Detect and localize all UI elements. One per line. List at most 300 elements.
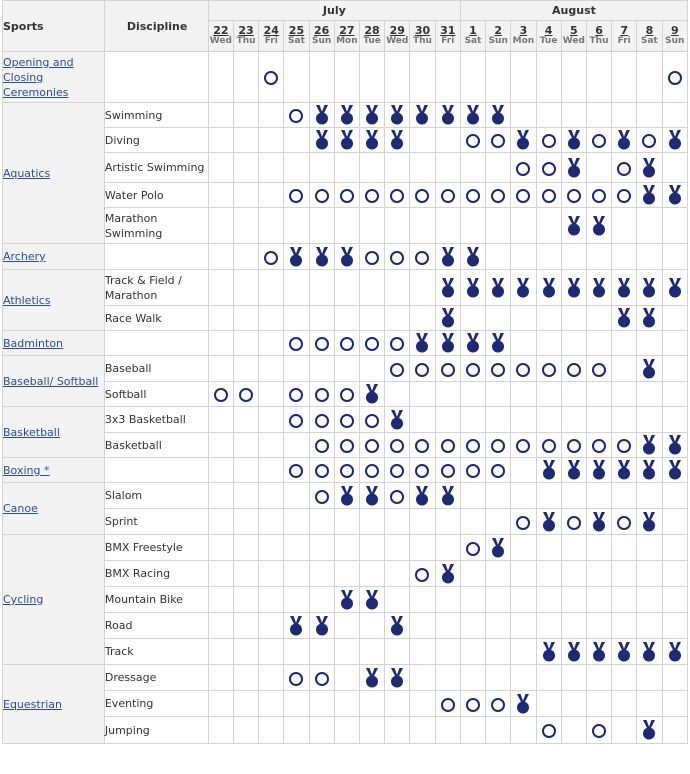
day-cell <box>410 270 435 306</box>
day-cell <box>233 183 258 208</box>
day-cell <box>486 458 511 483</box>
event-ring-icon <box>592 189 606 203</box>
day-cell <box>511 665 536 691</box>
day-cell <box>561 306 586 331</box>
day-weekday: Mon <box>336 36 358 46</box>
day-weekday: Fri <box>617 36 631 46</box>
day-cell <box>334 103 359 128</box>
medal-icon <box>542 512 556 532</box>
day-cell <box>334 483 359 509</box>
day-number[interactable]: 4 <box>544 24 553 37</box>
day-number[interactable]: 24 <box>263 24 279 37</box>
day-number[interactable]: 8 <box>645 24 654 37</box>
medal-icon <box>617 642 631 662</box>
day-cell <box>435 535 460 561</box>
day-cell <box>536 208 561 244</box>
day-header <box>334 21 359 52</box>
day-cell <box>309 458 334 483</box>
day-cell <box>662 331 687 356</box>
day-cell <box>460 306 485 331</box>
day-cell <box>586 331 611 356</box>
day-cell <box>435 717 460 744</box>
day-cell <box>208 509 233 535</box>
event-ring-icon <box>668 71 682 85</box>
schedule-row <box>3 306 688 331</box>
day-cell <box>359 535 384 561</box>
day-cell <box>385 331 410 356</box>
day-number[interactable]: 31 <box>440 24 456 37</box>
day-cell <box>334 52 359 103</box>
day-cell <box>435 244 460 270</box>
day-cell <box>612 483 637 509</box>
day-cell <box>385 535 410 561</box>
day-cell <box>511 691 536 717</box>
day-cell <box>233 639 258 665</box>
month-august: August <box>460 1 687 21</box>
event-ring-icon <box>617 516 631 530</box>
day-cell <box>233 407 258 433</box>
medal-icon <box>668 642 682 662</box>
medal-icon <box>592 460 606 480</box>
day-cell <box>334 639 359 665</box>
event-ring-icon <box>441 698 455 712</box>
day-cell <box>334 244 359 270</box>
day-cell <box>637 270 662 306</box>
event-ring-icon <box>289 189 303 203</box>
sport-link[interactable]: Archery <box>3 250 46 263</box>
day-cell <box>612 153 637 183</box>
day-cell <box>208 244 233 270</box>
day-cell <box>561 270 586 306</box>
day-number[interactable]: 23 <box>238 24 254 37</box>
event-ring-icon <box>289 337 303 351</box>
day-cell <box>410 433 435 458</box>
discipline-cell: Slalom <box>104 483 208 509</box>
day-cell <box>410 665 435 691</box>
day-cell <box>410 183 435 208</box>
day-cell <box>208 717 233 744</box>
medal-icon <box>642 278 656 298</box>
day-cell <box>334 128 359 153</box>
day-cell <box>284 331 309 356</box>
day-cell <box>385 561 410 587</box>
day-cell <box>536 128 561 153</box>
event-ring-icon <box>592 724 606 738</box>
day-cell <box>410 639 435 665</box>
day-cell <box>460 103 485 128</box>
sport-link[interactable]: Basketball <box>3 425 60 439</box>
event-ring-icon <box>415 363 429 377</box>
medal-icon <box>441 105 455 125</box>
day-weekday: Thu <box>236 36 256 46</box>
day-cell <box>612 717 637 744</box>
medal-icon <box>390 410 404 430</box>
schedule-row <box>3 691 688 717</box>
day-cell <box>233 613 258 639</box>
day-cell <box>561 691 586 717</box>
day-cell <box>385 639 410 665</box>
medal-icon <box>516 694 530 714</box>
day-cell <box>359 613 384 639</box>
day-cell <box>536 356 561 382</box>
day-cell <box>208 561 233 587</box>
day-cell <box>208 183 233 208</box>
day-number[interactable]: 27 <box>339 24 355 37</box>
day-cell <box>460 509 485 535</box>
day-cell <box>284 613 309 639</box>
medal-icon <box>466 247 480 267</box>
day-cell <box>486 407 511 433</box>
day-cell <box>511 153 536 183</box>
event-ring-icon <box>491 363 505 377</box>
event-ring-icon <box>491 439 505 453</box>
day-cell <box>309 407 334 433</box>
day-header <box>435 21 460 52</box>
day-cell <box>208 433 233 458</box>
day-cell <box>637 535 662 561</box>
day-cell <box>460 639 485 665</box>
day-header <box>561 21 586 52</box>
day-cell <box>662 356 687 382</box>
day-cell <box>561 153 586 183</box>
medal-icon <box>466 333 480 353</box>
event-ring-icon <box>289 464 303 478</box>
day-cell <box>460 665 485 691</box>
day-cell <box>511 509 536 535</box>
day-number[interactable]: 6 <box>595 24 603 37</box>
medal-icon <box>390 130 404 150</box>
day-cell <box>259 717 284 744</box>
day-cell <box>612 382 637 407</box>
day-number[interactable]: 25 <box>288 24 305 37</box>
day-cell <box>460 270 485 306</box>
day-cell <box>536 613 561 639</box>
day-cell <box>536 382 561 407</box>
day-cell <box>284 306 309 331</box>
day-number[interactable]: 5 <box>569 24 578 37</box>
day-weekday: Wed <box>562 36 585 46</box>
day-cell <box>536 639 561 665</box>
day-number[interactable]: 22 <box>213 24 229 37</box>
day-cell <box>284 665 309 691</box>
day-cell <box>435 639 460 665</box>
day-cell <box>662 433 687 458</box>
day-cell <box>259 509 284 535</box>
day-cell <box>586 535 611 561</box>
event-ring-icon <box>390 363 404 377</box>
sports-header: Sports <box>3 1 105 52</box>
day-cell <box>233 587 258 613</box>
sport-cell <box>3 331 105 356</box>
event-ring-icon <box>315 490 329 504</box>
sport-link[interactable]: Aquatics <box>3 166 51 180</box>
discipline-cell: Race Walk <box>104 306 208 331</box>
day-cell <box>586 691 611 717</box>
day-cell <box>359 356 384 382</box>
day-cell <box>536 153 561 183</box>
event-ring-icon <box>567 439 581 453</box>
day-cell <box>561 717 586 744</box>
day-cell <box>486 382 511 407</box>
medal-icon <box>365 590 379 610</box>
day-cell <box>208 691 233 717</box>
day-cell <box>486 509 511 535</box>
day-number[interactable]: 2 <box>494 24 503 37</box>
day-cell <box>334 153 359 183</box>
day-cell <box>334 407 359 433</box>
day-cell <box>561 183 586 208</box>
day-number[interactable]: 7 <box>620 24 629 37</box>
medal-icon <box>289 616 303 636</box>
medal-icon <box>668 278 682 298</box>
medal-icon <box>668 435 682 455</box>
medal-icon <box>642 720 656 740</box>
discipline-cell: Baseball <box>104 356 208 382</box>
medal-icon <box>340 130 354 150</box>
day-cell <box>435 183 460 208</box>
day-cell <box>284 717 309 744</box>
day-number[interactable]: 26 <box>314 24 330 37</box>
sport-link[interactable]: Badminton <box>3 336 64 350</box>
day-header <box>637 21 662 52</box>
sport-cell <box>3 483 105 535</box>
day-cell <box>259 208 284 244</box>
day-cell <box>233 128 258 153</box>
day-cell <box>460 128 485 153</box>
day-cell <box>460 717 485 744</box>
event-ring-icon <box>466 464 480 478</box>
day-cell <box>637 128 662 153</box>
day-cell <box>435 153 460 183</box>
day-cell <box>612 407 637 433</box>
medal-icon <box>340 590 354 610</box>
discipline-cell: Sprint <box>104 509 208 535</box>
day-cell <box>334 356 359 382</box>
sport-link[interactable]: Baseball/ Softball <box>3 374 99 388</box>
day-cell <box>309 244 334 270</box>
day-cell <box>359 183 384 208</box>
day-cell <box>662 613 687 639</box>
day-cell <box>486 639 511 665</box>
day-weekday: Mon <box>512 36 535 46</box>
day-cell <box>259 183 284 208</box>
schedule-row <box>3 483 688 509</box>
day-number[interactable]: 3 <box>519 24 528 37</box>
day-cell <box>309 483 334 509</box>
sport-link[interactable]: Athletics <box>3 293 51 307</box>
day-cell <box>511 244 536 270</box>
event-ring-icon <box>264 251 278 265</box>
schedule-row <box>3 103 688 128</box>
day-header <box>511 21 536 52</box>
day-cell <box>486 535 511 561</box>
medal-icon <box>642 158 656 178</box>
day-cell <box>637 356 662 382</box>
day-cell <box>662 382 687 407</box>
day-cell <box>561 483 586 509</box>
event-ring-icon <box>466 698 480 712</box>
day-cell <box>637 183 662 208</box>
event-ring-icon <box>466 134 480 148</box>
day-cell <box>612 244 637 270</box>
day-cell <box>259 128 284 153</box>
medal-icon <box>642 642 656 662</box>
day-header <box>233 21 258 52</box>
day-cell <box>637 306 662 331</box>
day-cell <box>536 535 561 561</box>
day-cell <box>435 128 460 153</box>
discipline-cell: Softball <box>104 382 208 407</box>
day-cell <box>309 587 334 613</box>
day-cell <box>410 535 435 561</box>
medal-icon <box>592 216 606 236</box>
day-cell <box>334 509 359 535</box>
medal-icon <box>340 486 354 506</box>
day-cell <box>586 382 611 407</box>
day-cell <box>460 208 485 244</box>
day-cell <box>359 103 384 128</box>
sport-link[interactable]: Boxing * <box>3 463 50 477</box>
day-number[interactable]: 9 <box>670 24 679 37</box>
medal-icon <box>441 247 455 267</box>
day-cell <box>536 52 561 103</box>
day-cell <box>208 382 233 407</box>
sport-cell <box>3 356 105 407</box>
day-cell <box>662 458 687 483</box>
day-cell <box>309 433 334 458</box>
day-cell <box>486 717 511 744</box>
event-ring-icon <box>315 464 329 478</box>
day-cell <box>586 717 611 744</box>
day-cell <box>561 356 586 382</box>
day-cell <box>486 433 511 458</box>
day-cell <box>410 717 435 744</box>
day-cell <box>486 103 511 128</box>
day-header <box>284 21 309 52</box>
sport-link[interactable]: Opening and Closing Ceremonies <box>3 55 74 99</box>
day-cell <box>435 691 460 717</box>
medal-icon <box>365 384 379 404</box>
day-cell <box>259 665 284 691</box>
day-cell <box>586 613 611 639</box>
medal-icon <box>642 185 656 205</box>
day-cell <box>460 535 485 561</box>
day-weekday: Sat <box>464 36 482 46</box>
day-cell <box>460 244 485 270</box>
medal-icon <box>315 105 329 125</box>
day-cell <box>359 244 384 270</box>
day-cell <box>460 433 485 458</box>
event-ring-icon <box>315 439 329 453</box>
day-cell <box>612 331 637 356</box>
discipline-cell: Marathon Swimming <box>104 208 208 244</box>
day-number[interactable]: 29 <box>389 24 405 37</box>
sport-link[interactable]: Equestrian <box>3 697 63 711</box>
day-cell <box>536 483 561 509</box>
day-header <box>536 21 561 52</box>
day-cell <box>359 458 384 483</box>
day-cell <box>359 331 384 356</box>
event-ring-icon <box>289 414 303 428</box>
day-cell <box>410 509 435 535</box>
event-ring-icon <box>315 337 329 351</box>
schedule-row <box>3 561 688 587</box>
event-ring-icon <box>365 439 379 453</box>
discipline-cell: BMX Freestyle <box>104 535 208 561</box>
event-ring-icon <box>542 724 556 738</box>
day-cell <box>435 587 460 613</box>
day-number[interactable]: 1 <box>469 24 477 37</box>
medal-icon <box>642 308 656 328</box>
medal-icon <box>642 435 656 455</box>
sport-link[interactable]: Canoe <box>3 502 38 515</box>
schedule-row <box>3 153 688 183</box>
day-cell <box>385 128 410 153</box>
day-cell <box>410 483 435 509</box>
day-cell <box>359 270 384 306</box>
day-weekday: Tue <box>363 36 381 46</box>
medal-icon <box>567 278 581 298</box>
day-cell <box>410 356 435 382</box>
day-cell <box>586 306 611 331</box>
day-cell <box>359 52 384 103</box>
day-cell <box>385 183 410 208</box>
medal-icon <box>542 460 556 480</box>
day-cell <box>662 691 687 717</box>
day-cell <box>460 561 485 587</box>
event-ring-icon <box>390 189 404 203</box>
medal-icon <box>441 486 455 506</box>
day-cell <box>259 382 284 407</box>
day-cell <box>259 356 284 382</box>
day-weekday: Sat <box>641 36 658 46</box>
day-cell <box>460 458 485 483</box>
schedule-row <box>3 356 688 382</box>
schedule-row <box>3 244 688 270</box>
day-cell <box>637 382 662 407</box>
sport-cell <box>3 52 105 103</box>
day-cell <box>511 535 536 561</box>
day-cell <box>233 433 258 458</box>
day-cell <box>586 244 611 270</box>
day-cell <box>662 509 687 535</box>
day-cell <box>259 587 284 613</box>
sport-link[interactable]: Cycling <box>3 593 44 606</box>
day-cell <box>385 407 410 433</box>
day-cell <box>309 717 334 744</box>
day-cell <box>586 208 611 244</box>
medal-icon <box>491 278 505 298</box>
day-cell <box>460 483 485 509</box>
discipline-cell: Swimming <box>104 103 208 128</box>
day-cell <box>586 407 611 433</box>
event-ring-icon <box>365 251 379 265</box>
discipline-cell: Eventing <box>104 691 208 717</box>
day-number[interactable]: 28 <box>364 24 380 37</box>
medal-icon <box>592 642 606 662</box>
medal-icon <box>340 105 354 125</box>
day-cell <box>586 52 611 103</box>
day-cell <box>662 639 687 665</box>
day-cell <box>511 208 536 244</box>
day-cell <box>511 561 536 587</box>
discipline-cell: Track & Field / Marathon <box>104 270 208 306</box>
day-cell <box>435 665 460 691</box>
medal-icon <box>315 616 329 636</box>
event-ring-icon <box>567 189 581 203</box>
day-number[interactable]: 30 <box>414 24 431 37</box>
day-cell <box>259 244 284 270</box>
